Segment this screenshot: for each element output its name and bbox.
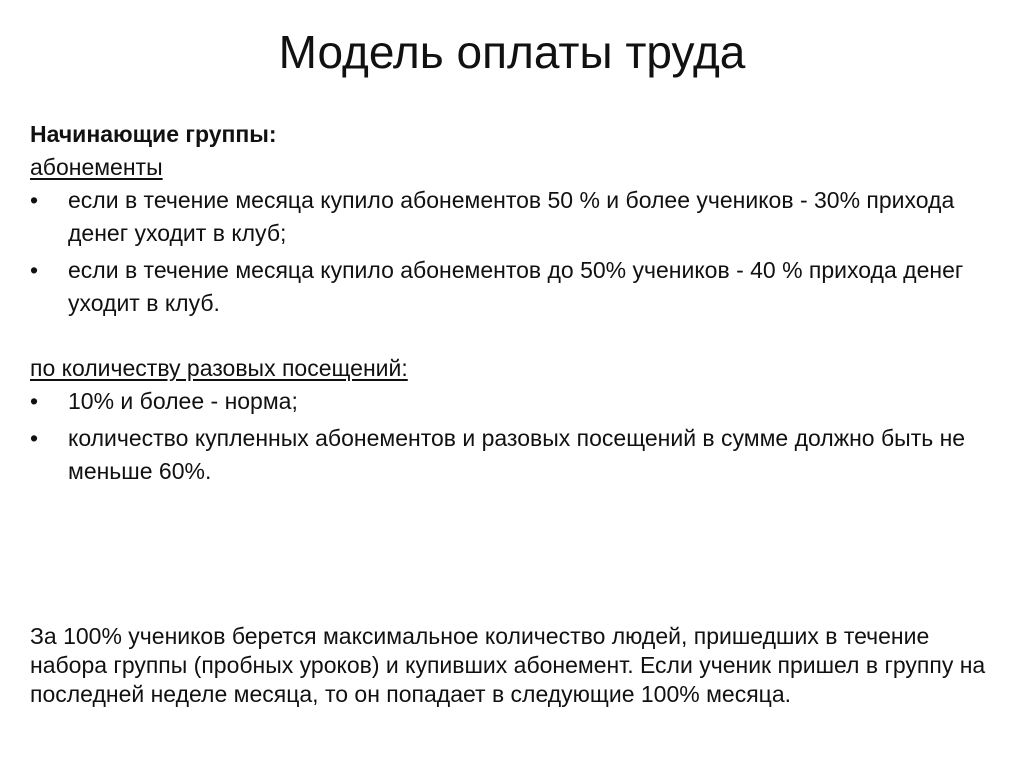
bullet-icon: • [30,388,39,414]
slide-body [30,118,1000,492]
spacer [30,324,1000,352]
list-item [30,254,1000,320]
subsection-label-single-visits: по количеству разовых посещений: [30,355,408,381]
list-item [30,184,1000,250]
subscriptions-list [30,184,1000,320]
list-item-text: если в течение месяца купило абонементов 50 % и более учеников - 30% прихода денег уходит в клуб; [68,187,955,246]
list-item-text: 10% и более - норма; [68,388,298,414]
bullet-icon: • [30,425,39,451]
bullet-icon: • [30,257,39,283]
list-item-text: если в течение месяца купило абонементов до 50% учеников - 40 % прихода денег уходит в клуб. [68,257,964,316]
subsection-label-subscriptions: абонементы [30,154,163,180]
footer-paragraph: За 100% учеников берется максимальное количество людей, пришедших в течение набора группы (пробных уроков) и купивших абонемент. Если ученик пришел в группу на последней неделе месяца, то он попадает в следующие 100% месяца. [30,623,986,707]
section-heading-beginner-groups: Начинающие группы: [30,121,277,147]
list-item-text: количество купленных абонементов и разовых посещений в сумме должно быть не меньше 60%. [68,425,966,484]
bullet-icon: • [30,187,39,213]
slide-title: Модель оплаты труда [278,26,746,78]
list-item [30,385,1000,418]
single-visits-list [30,385,1000,488]
list-item [30,422,1000,488]
